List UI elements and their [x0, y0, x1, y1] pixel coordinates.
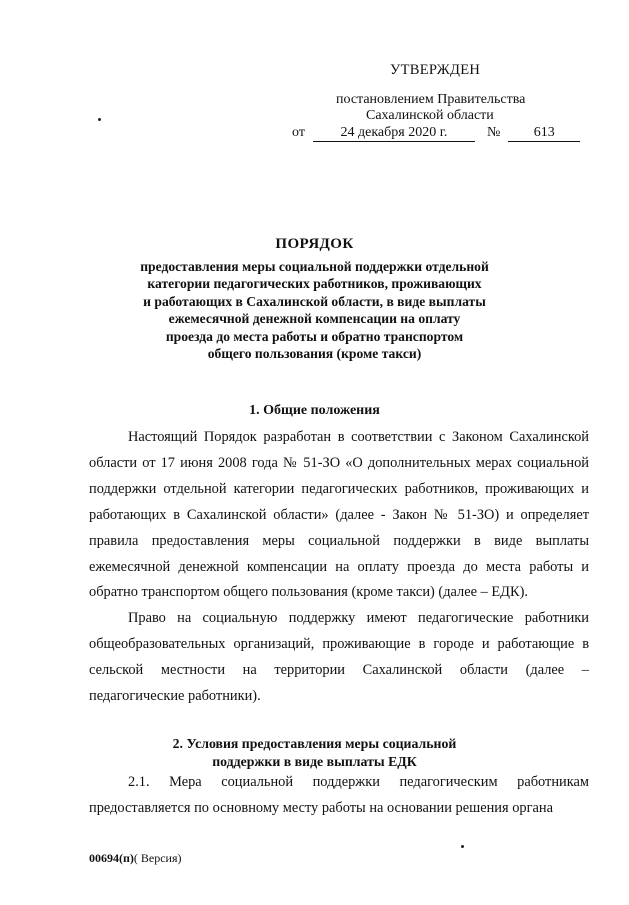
subtitle-line: проезда до места работы и обратно транспортом [165, 328, 464, 344]
subtitle-line: предоставления меры социальной поддержки отдельной [140, 259, 489, 274]
number-label: № [486, 125, 501, 140]
section2-paragraph1: 2.1. Мера социальной поддержки педагогическим работникам предоставляется по основному месту работы на основании решения органа [89, 774, 589, 816]
approval-number: 613 [508, 125, 580, 142]
document-title: ПОРЯДОК [275, 236, 354, 252]
footer-code [89, 851, 182, 866]
document-version: ( Версия) [133, 851, 182, 865]
document-code: 00694(п) [89, 851, 134, 865]
section1-paragraph2: Право на социальную поддержку имеют педагогические работники общеобразовательных организаций, проживающие в городе и работающие в сельской местности на территории Сахалинской области (далее – педагогические работники). [89, 610, 589, 705]
approval-date: 24 декабря 2020 г. [313, 125, 475, 142]
section1-heading: 1. Общие положения [249, 403, 380, 418]
scan-speck [98, 118, 101, 121]
approval-date-line [292, 125, 580, 142]
subtitle-line: общего пользования (кроме такси) [207, 346, 422, 362]
subtitle-line: категории педагогических работников, проживающих [147, 276, 482, 292]
section2-heading-line1: 2. Условия предоставления меры социальной [172, 736, 457, 751]
approval-stamp-title: УТВЕРЖДЕН [390, 62, 481, 78]
section1-body [89, 425, 589, 710]
section2-body [89, 770, 589, 822]
section2-heading-line2: поддержки в виде выплаты ЕДК [212, 754, 417, 769]
approval-decree-line1: постановлением Правительства [336, 92, 526, 107]
scan-speck [461, 845, 464, 848]
section1-paragraph1: Настоящий Порядок разработан в соответствии с Законом Сахалинской области от 17 июня 2008 года № 51-ЗО «О дополнительных мерах социальной поддержки отдельной категории педагогических работников, проживающих и работающих в Сахалинской области» (далее - Закон № 51-ЗО) и определяет правила предоставления меры социальной поддержки в виде выплаты ежемесячной денежной компенсации на оплату проезда до места работы и обратно транспортом общего пользования (кроме такси) (далее – ЕДК). [89, 429, 589, 601]
subtitle-line: и работающих в Сахалинской области, в виде выплаты [143, 293, 486, 309]
subtitle-line: ежемесячной денежной компенсации на оплату [168, 311, 461, 327]
approval-decree-line2: Сахалинской области [366, 108, 494, 123]
document-subtitle [0, 258, 629, 362]
from-label: от [292, 125, 305, 140]
section2-heading [0, 735, 629, 771]
